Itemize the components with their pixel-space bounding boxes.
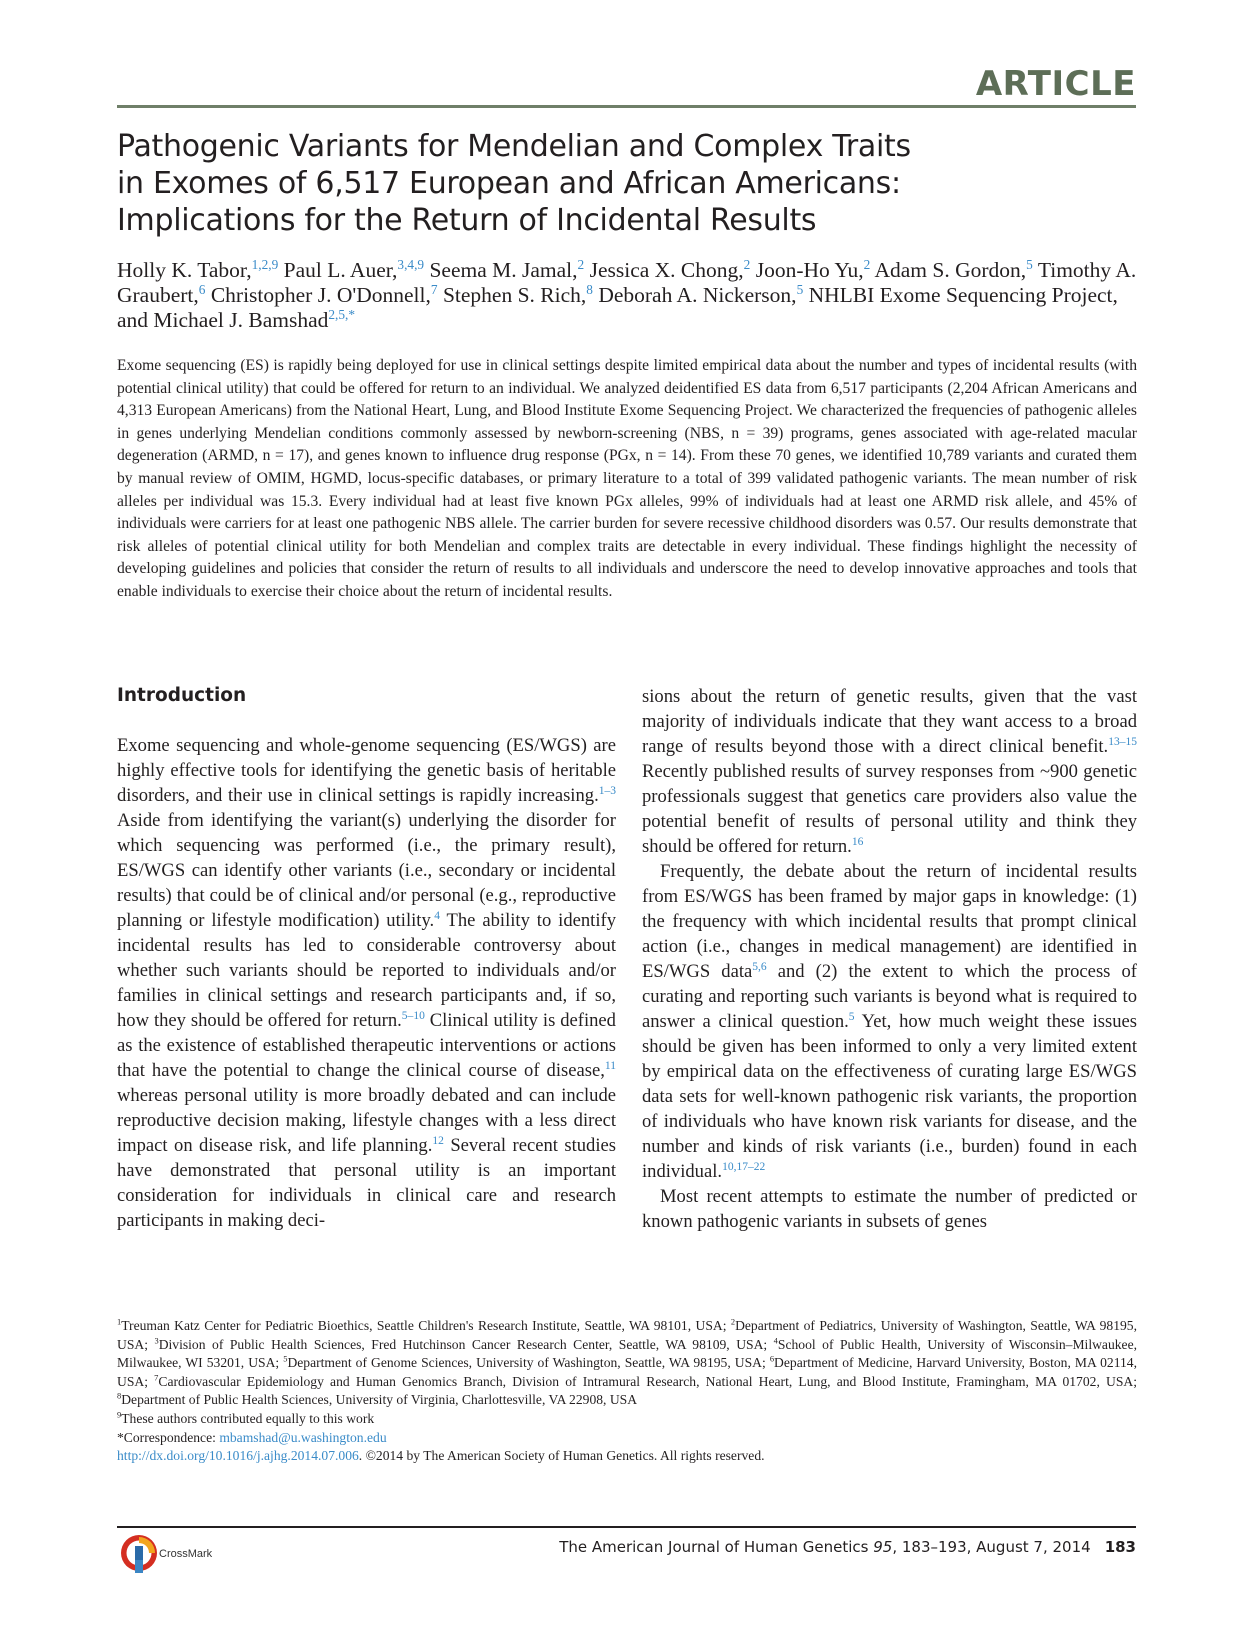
affiliation-marker[interactable]: 5 [796,281,804,297]
affiliation-marker[interactable]: 8 [586,281,593,297]
article-type-label: ARTICLE [975,64,1136,104]
author-list [117,258,1137,333]
correspondence-email-link[interactable]: mbamshad@u.washington.edu [219,1429,387,1445]
affiliation-marker[interactable]: 6 [198,281,206,297]
author-name: Stephen S. Rich, [442,283,587,307]
title-line-1: Pathogenic Variants for Mendelian and Complex Traits [117,129,911,164]
affiliation-number: 1 [117,1316,122,1327]
reference-citation[interactable]: 12 [432,1134,444,1147]
title-line-2: in Exomes of 6,517 European and African Americans: [117,166,901,201]
author-name: Paul L. Auer, [283,258,398,282]
author-name: Deborah A. Nickerson, [598,283,797,307]
crossmark-icon[interactable] [119,1533,159,1573]
reference-citation[interactable]: 5 [848,1010,855,1023]
journal-citation: The American Journal of Human Genetics 95, 183–193, August 7, 2014 183 [559,1538,1136,1556]
affiliation-marker[interactable]: 2 [863,256,871,272]
affiliation-number: 7 [154,1372,159,1383]
author-name: Timothy A. Graubert, [117,258,1137,307]
affiliation-marker[interactable]: 2 [743,256,751,272]
reference-citation[interactable]: 5–10 [401,1009,425,1022]
footnotes [117,1317,1137,1466]
section-heading-introduction: Introduction [117,685,247,706]
reference-citation[interactable]: 5,6 [752,960,767,973]
affiliation-number: 6 [769,1353,775,1364]
author-name: Joon-Ho Yu, [755,258,864,282]
title-line-3: Implications for the Return of Incidental Results [117,203,817,238]
page-number: 183 [1104,1538,1136,1556]
reference-citation[interactable]: 16 [851,835,864,848]
doi-copyright: http://dx.doi.org/10.1016/j.ajhg.2014.07.006. ©2014 by The American Society of Human Genetics. All rights reserved. [117,1448,765,1464]
affiliations: $^1$Treuman Katz Center for Pediatric Bioethics, Seattle Children's Research Institute, Seattle, WA 98101, USA; $^2$Department of Pediatrics, University of Washington, Seattle, WA 98195, USA; $^3$Division of Public Health Sciences, Fred Hutchinson Cancer Research Center, Seattle, WA 98109, USA; $^4$School of Public Health, University of Wisconsin–Milwaukee, Milwaukee, WI 53201, USA; $^5$Department of Genome Sciences, University of Washington, Seattle, WA 98195, USA; $^6$Department of Medicine, Harvard University, Boston, MA 02114, USA; $^7$Cardiovascular Epidemiology and Human Genomics Branch, Division of Intramural Research, National Heart, Lung, and Blood Institute, Framingham, MA 01702, USA; $^8$Department of Public Health Sciences, University of Virginia, Charlottesville, VA 22908, USA [117,1316,1138,1408]
affiliation-marker[interactable]: 2,5,* [328,306,356,322]
affiliation-number: 3 [154,1335,159,1346]
correspondence: *Correspondence: mbamshad@u.washington.edu [117,1429,387,1445]
affiliation-marker[interactable]: 5 [1026,256,1033,272]
equal-contribution-note: $^9$These authors contributed equally to this work [117,1409,375,1426]
intro-paragraph-1: Exome sequencing and whole-genome sequencing (ES/WGS) are highly effective tools for identifying the genetic basis of heritable disorders, and their use in clinical settings is rapidly increasing.$^{1-3}$ Aside from identifying the variant(s) underlying the disorder for which sequencing was performed (i.e., the primary result), ES/WGS can identify other variants (i.e., secondary or incidental results) that could be of clinical and/or personal (e.g., reproductive planning or lifestyle modification) utility.$^4$ The ability to identify incidental results has led to considerable controversy about whether such variants should be reported to individuals and/or families in clinical settings and research participants and, if so, how they should be offered for return.$^{5-10}$ Clinical utility is defined as the existence of established therapeutic interventions or actions that have the potential to change the clinical course of disease,$^{11}$ whereas personal utility is more broadly debated and can include reproductive decision making, lifestyle changes with a less direct impact on disease risk, and life planning.$^{12}$ Several recent studies have demonstrated that personal utility is an important consideration for individuals in clinical care and research participants in making deci- [117,735,617,1231]
affiliation-marker[interactable]: 3,4,9 [397,256,425,272]
author-name: Seema M. Jamal, [429,258,578,282]
reference-citation[interactable]: 1–3 [598,784,616,797]
affiliation-marker[interactable]: 7 [430,281,438,297]
author-name: Christopher J. O'Donnell, [210,283,431,307]
affiliation-number: 5 [283,1353,288,1364]
affiliation-number: 8 [117,1390,122,1401]
doi-link[interactable]: http://dx.doi.org/10.1016/j.ajhg.2014.07.006 [117,1448,359,1464]
affiliation-number: 4 [773,1335,778,1346]
column-right [642,684,1137,1234]
author-name: Jessica X. Chong, [589,258,744,282]
paper-title [117,128,1017,239]
intro-paragraph-1-continued: sions about the return of genetic results, given that the vast majority of individuals indicate that they want access to a broad range of results beyond those with a direct clinical benefit.$^{13-15}$ Recently published results of survey responses from ~900 genetic professionals suggest that genetics care providers also value the potential benefit of results of personal utility and think they should be offered for return.$^{16}$ [642,686,1137,857]
footer-rule [117,1526,1136,1528]
intro-paragraph-3: Most recent attempts to estimate the number of predicted or known pathogenic variants in subsets of genes [642,1186,1137,1232]
abstract: Exome sequencing (ES) is rapidly being deployed for use in clinical settings despite limited empirical data about the number and types of incidental results (with potential clinical utility) that could be offered for return to an individual. We analyzed deidentified ES data from 6,517 participants (2,204 African Americans and 4,313 European Americans) from the National Heart, Lung, and Blood Institute Exome Sequencing Project. We characterized the frequencies of pathogenic alleles in genes underlying Mendelian conditions commonly assessed by newborn-screening (NBS, n = 39) programs, genes associated with age-related macular degeneration (ARMD, n = 17), and genes known to influence drug response (PGx, n = 14). From these 70 genes, we identified 10,789 variants and curated them by manual review of OMIM, HGMD, locus-specific databases, or primary literature to a total of 399 validated pathogenic variants. The mean number of risk alleles per individual was 15.3. Every individual had at least five known PGx alleles, 99% of individuals had at least one ARMD risk allele, and 45% of individuals were carriers for at least one pathogenic NBS allele. The carrier burden for severe recessive childhood disorders was 0.57. Our results demonstrate that risk alleles of potential clinical utility for both Mendelian and complex traits are detectable in every individual. These findings highlight the necessity of developing guidelines and policies that consider the return of results to all individuals and underscore the need to develop innovative approaches and tools that enable individuals to exercise their choice about the return of incidental results. [117,357,1137,600]
affiliation-number: 2 [730,1316,736,1327]
header-rule [117,105,1136,108]
affiliation-marker[interactable]: 1,2,9 [251,256,279,272]
affiliation-marker[interactable]: 2 [577,256,585,272]
intro-paragraph-2: Frequently, the debate about the return of incidental results from ES/WGS has been framed by major gaps in knowledge: (1) the frequency with which incidental results that prompt clinical action (i.e., changes in medical management) are identified in ES/WGS data$^{5,6}$ and (2) the extent to which the process of curating and reporting such variants is beyond what is required to answer a clinical question.$^5$ Yet, how much weight these issues should be given has been informed to only a very limited extent by empirical data on the effectiveness of curating large ES/WGS data sets for well-known pathogenic risk variants, the proportion of individuals who have known risk variants for disease, and the number and kinds of risk variants (i.e., burden) found in each individual.$^{10,17-22}$ [642,861,1137,1182]
reference-citation[interactable]: 11 [604,1059,616,1072]
author-name: Adam S. Gordon, [874,258,1027,282]
crossmark-label: CrossMark [159,1548,213,1560]
reference-citation[interactable]: 13–15 [1108,735,1137,748]
author-name: Holly K. Tabor, [117,258,252,282]
author-name: NHLBI Exome Sequencing Project, and Michael J. Bamshad [117,283,1118,332]
reference-citation[interactable]: 10,17–22 [722,1160,766,1173]
column-left [117,684,616,1233]
reference-citation[interactable]: 4 [434,909,440,922]
